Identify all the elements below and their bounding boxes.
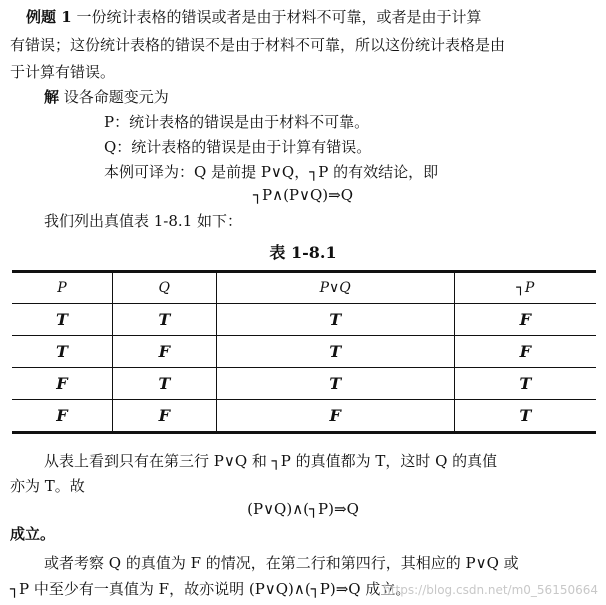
cell: F [454,304,596,336]
cell: F [454,336,596,368]
conclusion: 成立。 [10,525,56,543]
cell: F [12,400,112,433]
cell: F [112,336,216,368]
header-p: P [12,272,112,304]
table-row [12,336,596,368]
watermark: https://blog.csdn.net/m0_56150664 [383,583,598,597]
table-row [12,304,596,336]
cell: T [12,304,112,336]
cell: T [112,304,216,336]
table-header-row [12,272,596,304]
example-line-3: 于计算有错误。 [10,63,116,81]
truth-table [12,270,596,434]
cell: T [216,336,454,368]
cell: T [216,368,454,400]
table-row [12,400,596,433]
header-p-or-q: P∨Q [216,272,454,304]
after-line-2: 亦为 T。故 [10,477,85,495]
header-q: Q [112,272,216,304]
cell: T [454,368,596,400]
header-not-p: ┐P [454,272,596,304]
table-intro: 我们列出真值表 1-8.1 如下： [44,212,243,230]
after-line-3: 或者考察 Q 的真值为 F 的情况，在第二行和第四行，其相应的 P∨Q 或 [44,554,519,572]
cell: F [112,400,216,433]
cell: T [12,336,112,368]
cell: F [216,400,454,433]
cell: T [216,304,454,336]
cell: T [454,400,596,433]
example-line-1 [26,6,481,27]
table-caption: 表 1-8.1 [269,243,337,262]
after-line-1: 从表上看到只有在第三行 P∨Q 和 ┐P 的真值都为 T，这时 Q 的真值 [44,452,498,470]
cell: T [112,368,216,400]
after-line-4: ┐P 中至少有一真值为 F，故亦说明 (P∨Q)∧(┐P)⇒Q 成立。 [10,580,411,598]
example-label: 例题 1 [26,8,72,26]
p-definition: P：统计表格的错误是由于材料不可靠。 [104,113,370,131]
formula-1: ┐P∧(P∨Q)⇒Q [252,186,354,204]
formula-2: (P∨Q)∧(┐P)⇒Q [247,500,359,518]
example-line-2: 有错误；这份统计表格的错误不是由于材料不可靠，所以这份统计表格是由 [10,36,506,54]
table-row [12,368,596,400]
example-text-1: 一份统计表格的错误或者是由于材料不可靠，或者是由于计算 [76,8,482,26]
solution-intro-line [44,86,169,107]
solution-label: 解 [44,88,60,106]
cell: F [12,368,112,400]
q-definition: Q：统计表格的错误是由于计算有错误。 [104,138,372,156]
solution-intro: 设各命题变元为 [63,88,169,106]
translation-line: 本例可译为：Q 是前提 P∨Q，┐P 的有效结论，即 [104,163,439,181]
